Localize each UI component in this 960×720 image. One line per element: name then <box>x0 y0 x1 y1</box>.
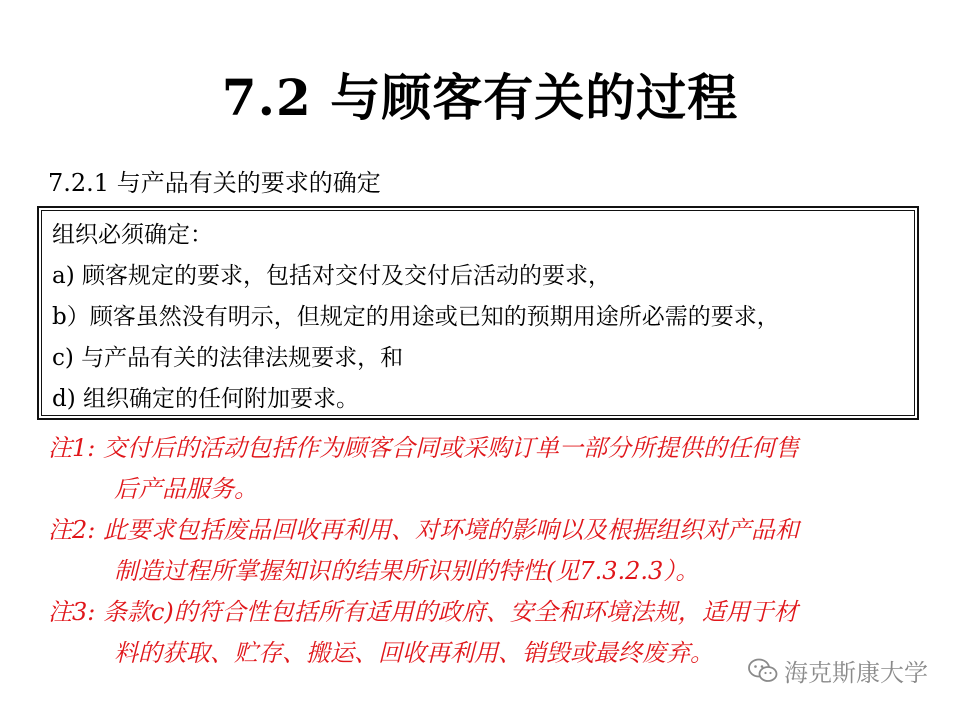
requirement-item-c: c) 与产品有关的法律法规要求，和 <box>52 345 404 371</box>
note-1-line-1: 注1: 交付后的活动包括作为顾客合同或采购订单一部分所提供的任何售 <box>48 434 799 462</box>
note-1-line-2: 后产品服务。 <box>114 475 258 503</box>
requirement-item-d: d) 组织确定的任何附加要求。 <box>52 386 360 412</box>
requirement-item-a: a) 顾客规定的要求，包括对交付及交付后活动的要求， <box>52 263 611 289</box>
note-2-line-2: 制造过程所掌握知识的结果所识别的特性(见7.3.2.3）。 <box>114 557 700 585</box>
section-heading: 7.2.1 与产品有关的要求的确定 <box>48 169 381 197</box>
note-2-line-1: 注2: 此要求包括废品回收再利用、对环境的影响以及根据组织对产品和 <box>48 516 799 544</box>
watermark-text: 海克斯康大学 <box>784 659 928 687</box>
wechat-icon <box>748 658 778 684</box>
requirements-box-inner <box>41 210 915 416</box>
page-title: 7.2 与顾客有关的过程 <box>221 68 739 127</box>
notes-section <box>48 428 918 674</box>
requirement-item-b: b）顾客虽然没有明示，但规定的用途或已知的预期用途所必需的要求， <box>52 304 780 330</box>
note-1 <box>48 428 918 510</box>
watermark <box>748 653 928 688</box>
requirements-box <box>37 206 919 420</box>
requirements-intro: 组织必须确定： <box>52 222 213 248</box>
note-3-line-1: 注3: 条款c)的符合性包括所有适用的政府、安全和环境法规，适用于材 <box>48 598 798 626</box>
note-2 <box>48 510 918 592</box>
note-3-line-2: 料的获取、贮存、搬运、回收再利用、销毁或最终废弃。 <box>114 639 714 667</box>
